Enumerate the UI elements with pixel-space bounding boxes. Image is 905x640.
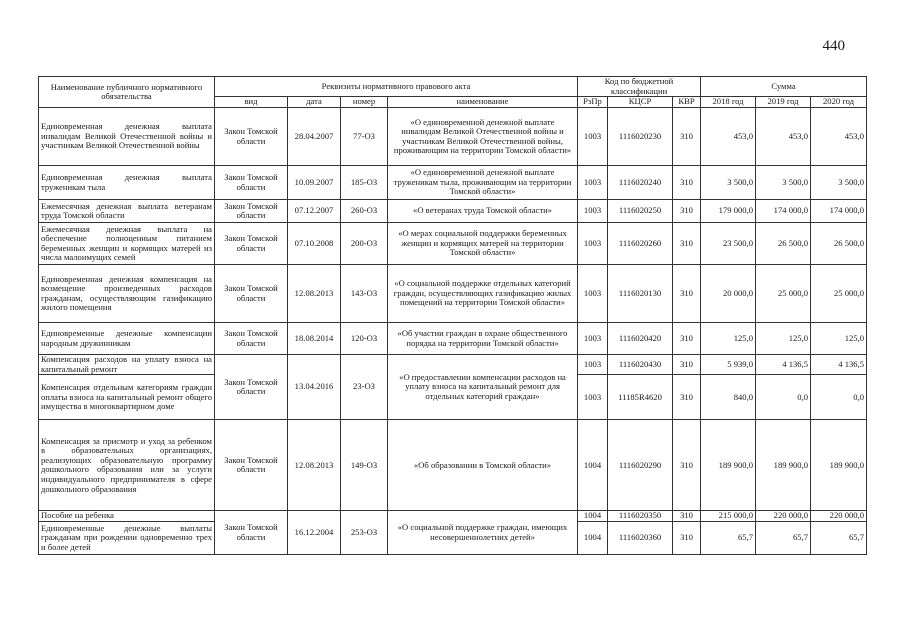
act-type-cell: Закон Томской области	[215, 355, 288, 420]
kvr-cell: 310	[673, 108, 701, 166]
act-name-cell: «О ветеранах труда Томской области»	[388, 200, 578, 223]
sum-2020-cell: 0,0	[811, 375, 867, 420]
header-2020: 2020 год	[811, 97, 867, 108]
obligation-cell: Ежемесячная денежная выплата на обеспечение полноценным питанием беременных женщин и кормящих матерей из числа малоимущих семей	[39, 223, 215, 265]
table-row	[39, 166, 867, 200]
header-obligation: Наименование публичного нормативного обязательства	[39, 77, 215, 108]
kvr-cell: 310	[673, 223, 701, 265]
kcsr-cell: 1116020250	[608, 200, 673, 223]
act-type-cell: Закон Томской области	[215, 265, 288, 323]
act-date-cell: 28.04.2007	[288, 108, 341, 166]
kvr-cell: 310	[673, 323, 701, 355]
obligation-cell: Компенсация за присмотр и уход за ребенком в образовательных организациях, реализующих образовательную программу дошкольного образования или за услуги индивидуального предпринимателя в сфере дошкольного образования	[39, 420, 215, 511]
rzpr-cell: 1003	[578, 265, 608, 323]
obligations-table	[38, 76, 867, 555]
sum-2019-cell: 25 000,0	[756, 265, 811, 323]
sum-2020-cell: 26 500,0	[811, 223, 867, 265]
sum-2019-cell: 453,0	[756, 108, 811, 166]
table-row	[39, 323, 867, 355]
kcsr-cell: 11185R4620	[608, 375, 673, 420]
sum-2018-cell: 5 939,0	[701, 355, 756, 375]
sum-2020-cell: 65,7	[811, 521, 867, 554]
act-name-cell: «О социальной поддержке отдельных категорий граждан, осуществляющих газификацию жилых помещений на территории Томской области»	[388, 265, 578, 323]
sum-2019-cell: 125,0	[756, 323, 811, 355]
kcsr-cell: 1116020230	[608, 108, 673, 166]
act-date-cell: 12.08.2013	[288, 265, 341, 323]
sum-2018-cell: 20 000,0	[701, 265, 756, 323]
obligation-cell: Ежемесячная денежная выплата ветеранам труда Томской области	[39, 200, 215, 223]
rzpr-cell: 1003	[578, 166, 608, 200]
kcsr-cell: 1116020260	[608, 223, 673, 265]
act-number-cell: 143-ОЗ	[341, 265, 388, 323]
rzpr-cell: 1003	[578, 323, 608, 355]
sum-2018-cell: 23 500,0	[701, 223, 756, 265]
act-name-cell: «О социальной поддержке граждан, имеющих несовершеннолетних детей»	[388, 511, 578, 555]
sum-2019-cell: 174 000,0	[756, 200, 811, 223]
act-date-cell: 07.10.2008	[288, 223, 341, 265]
sum-2020-cell: 174 000,0	[811, 200, 867, 223]
sum-2019-cell: 220 000,0	[756, 511, 811, 522]
rzpr-cell: 1003	[578, 108, 608, 166]
obligation-cell: Компенсация расходов на уплату взноса на капитальный ремонт	[39, 355, 215, 375]
obligation-cell: Единовременная денежная компенсация на возмещение произведенных расходов гражданам, осуществляющим газификацию жилого помещения	[39, 265, 215, 323]
header-act-number: номер	[341, 97, 388, 108]
table-row	[39, 511, 867, 522]
act-name-cell: «Об участии граждан в охране общественного порядка на территории Томской области»	[388, 323, 578, 355]
sum-2020-cell: 189 900,0	[811, 420, 867, 511]
act-type-cell: Закон Томской области	[215, 223, 288, 265]
header-2019: 2019 год	[756, 97, 811, 108]
act-type-cell: Закон Томской области	[215, 108, 288, 166]
sum-2020-cell: 3 500,0	[811, 166, 867, 200]
kvr-cell: 310	[673, 200, 701, 223]
obligation-cell: Единовременные денежные выплаты гражданам при рождении одновременно трех и более детей	[39, 521, 215, 554]
obligation-cell: Компенсация отдельным категориям граждан оплаты взноса на капитальный ремонт общего имущества в многоквартирном доме	[39, 375, 215, 420]
act-number-cell: 260-ОЗ	[341, 200, 388, 223]
act-type-cell: Закон Томской области	[215, 323, 288, 355]
sum-2018-cell: 840,0	[701, 375, 756, 420]
kcsr-cell: 1116020430	[608, 355, 673, 375]
act-date-cell: 12.08.2013	[288, 420, 341, 511]
kvr-cell: 310	[673, 265, 701, 323]
kvr-cell: 310	[673, 166, 701, 200]
act-number-cell: 253-ОЗ	[341, 511, 388, 555]
act-date-cell: 13.04.2016	[288, 355, 341, 420]
header-act-type: вид	[215, 97, 288, 108]
sum-2019-cell: 3 500,0	[756, 166, 811, 200]
act-name-cell: «О предоставлении компенсации расходов на уплату взноса на капитальный ремонт для отдельных категорий граждан»	[388, 355, 578, 420]
kcsr-cell: 1116020290	[608, 420, 673, 511]
act-date-cell: 10.09.2007	[288, 166, 341, 200]
header-kcsr: КЦСР	[608, 97, 673, 108]
act-number-cell: 149-ОЗ	[341, 420, 388, 511]
sum-2020-cell: 4 136,5	[811, 355, 867, 375]
kcsr-cell: 1116020130	[608, 265, 673, 323]
sum-2018-cell: 179 000,0	[701, 200, 756, 223]
rzpr-cell: 1004	[578, 521, 608, 554]
header-2018: 2018 год	[701, 97, 756, 108]
rzpr-cell: 1003	[578, 223, 608, 265]
sum-2019-cell: 4 136,5	[756, 355, 811, 375]
sum-2018-cell: 453,0	[701, 108, 756, 166]
act-number-cell: 23-ОЗ	[341, 355, 388, 420]
header-code-group: Код по бюджетной классификации	[578, 77, 701, 97]
table-row	[39, 108, 867, 166]
act-number-cell: 120-ОЗ	[341, 323, 388, 355]
sum-2018-cell: 3 500,0	[701, 166, 756, 200]
page-number: 440	[822, 38, 845, 54]
rzpr-cell: 1003	[578, 355, 608, 375]
act-name-cell: «О мерах социальной поддержки беременных женщин и кормящих матерей на территории Томской области»	[388, 223, 578, 265]
sum-2018-cell: 215 000,0	[701, 511, 756, 522]
obligation-cell: Единовременная денежная выплата инвалидам Великой Отечественной войны и участникам Великой Отечественной войны	[39, 108, 215, 166]
act-name-cell: «О единовременной денежной выплате труженикам тыла, проживающим на территории Томской области»	[388, 166, 578, 200]
obligation-cell: Единовременная денежная выплата труженикам тыла	[39, 166, 215, 200]
header-rzpr: РзПр	[578, 97, 608, 108]
sum-2019-cell: 26 500,0	[756, 223, 811, 265]
act-date-cell: 07.12.2007	[288, 200, 341, 223]
act-type-cell: Закон Томской области	[215, 166, 288, 200]
sum-2020-cell: 125,0	[811, 323, 867, 355]
sum-2019-cell: 0,0	[756, 375, 811, 420]
act-name-cell: «Об образовании в Томской области»	[388, 420, 578, 511]
act-type-cell: Закон Томской области	[215, 511, 288, 555]
obligation-cell: Пособие на ребенка	[39, 511, 215, 522]
table-row	[39, 355, 867, 375]
act-number-cell: 185-ОЗ	[341, 166, 388, 200]
table-row	[39, 265, 867, 323]
rzpr-cell: 1004	[578, 420, 608, 511]
sum-2020-cell: 220 000,0	[811, 511, 867, 522]
obligation-cell: Единовременные денежные компенсации народным дружинникам	[39, 323, 215, 355]
kcsr-cell: 1116020420	[608, 323, 673, 355]
act-name-cell: «О единовременной денежной выплате инвалидам Великой Отечественной войны и участникам Великой Отечественной войны, проживающим на территории Томской области»	[388, 108, 578, 166]
act-type-cell: Закон Томской области	[215, 420, 288, 511]
kcsr-cell: 1116020360	[608, 521, 673, 554]
act-number-cell: 200-ОЗ	[341, 223, 388, 265]
header-kvr: КВР	[673, 97, 701, 108]
rzpr-cell: 1004	[578, 511, 608, 522]
table-row	[39, 420, 867, 511]
kvr-cell: 310	[673, 521, 701, 554]
sum-2018-cell: 125,0	[701, 323, 756, 355]
table-row	[39, 200, 867, 223]
sum-2018-cell: 189 900,0	[701, 420, 756, 511]
act-date-cell: 18.08.2014	[288, 323, 341, 355]
header-act-name: наименование	[388, 97, 578, 108]
act-type-cell: Закон Томской области	[215, 200, 288, 223]
kvr-cell: 310	[673, 355, 701, 375]
header-act-group: Реквизиты нормативного правового акта	[215, 77, 578, 97]
kvr-cell: 310	[673, 511, 701, 522]
kcsr-cell: 1116020350	[608, 511, 673, 522]
act-number-cell: 77-ОЗ	[341, 108, 388, 166]
kvr-cell: 310	[673, 375, 701, 420]
sum-2019-cell: 65,7	[756, 521, 811, 554]
sum-2020-cell: 453,0	[811, 108, 867, 166]
header-sum-group: Сумма	[701, 77, 867, 97]
kvr-cell: 310	[673, 420, 701, 511]
rzpr-cell: 1003	[578, 375, 608, 420]
table-row	[39, 223, 867, 265]
kcsr-cell: 1116020240	[608, 166, 673, 200]
sum-2019-cell: 189 900,0	[756, 420, 811, 511]
rzpr-cell: 1003	[578, 200, 608, 223]
sum-2020-cell: 25 000,0	[811, 265, 867, 323]
sum-2018-cell: 65,7	[701, 521, 756, 554]
header-act-date: дата	[288, 97, 341, 108]
act-date-cell: 16.12.2004	[288, 511, 341, 555]
